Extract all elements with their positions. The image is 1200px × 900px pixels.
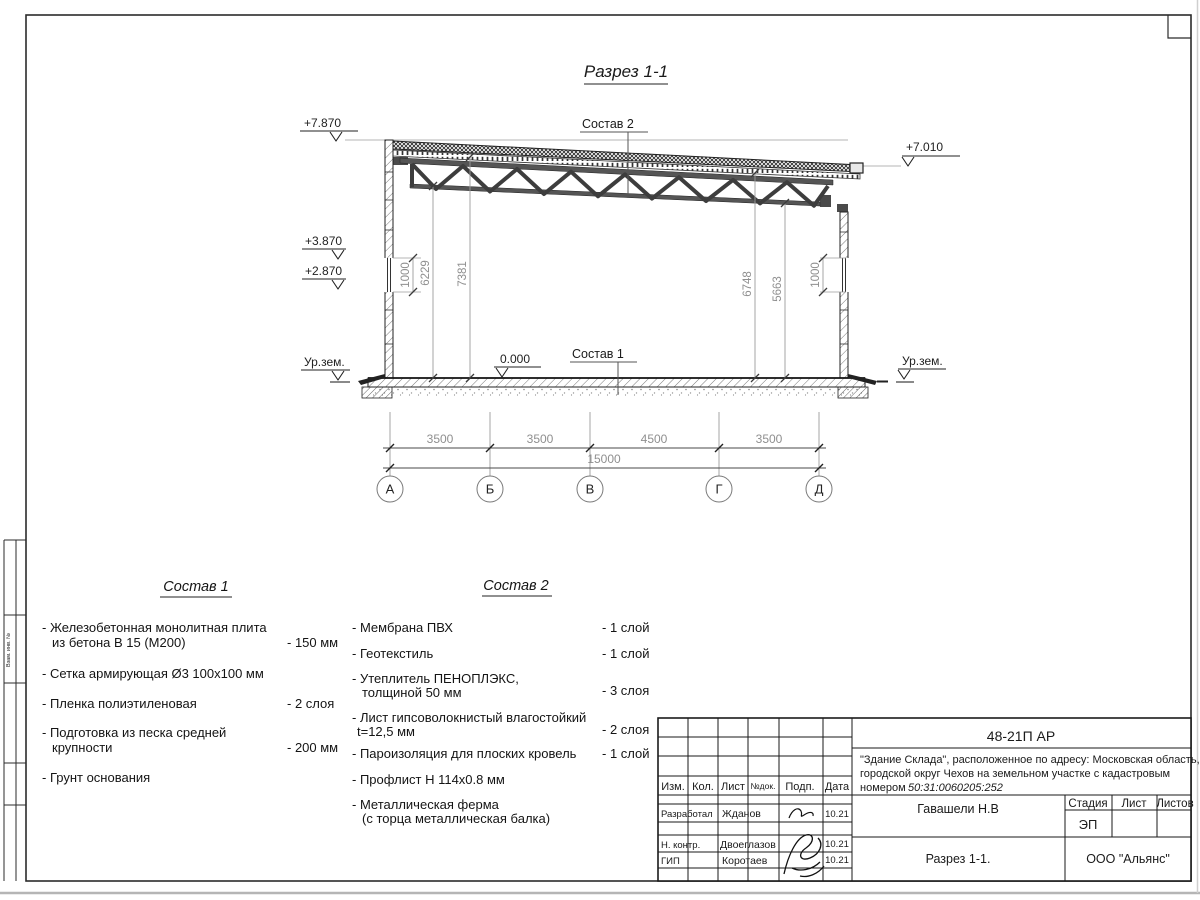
elevation-7870	[300, 116, 358, 141]
elevation-zero-mark	[494, 367, 541, 377]
sheets-label: Листов	[1156, 798, 1194, 810]
vdim-1000-left: 1000	[400, 262, 412, 288]
elevation-2870-value: +2.870	[305, 264, 343, 278]
elevation-3870-mark	[302, 249, 346, 259]
elevation-3870-value: +3.870	[305, 234, 343, 248]
elevation-ground-left-mark	[301, 370, 350, 380]
list-item: - Сетка армирующая Ø3 100x100 мм	[42, 666, 264, 681]
doc-code: 48-21П АР	[986, 728, 1056, 744]
row-role: ГИП	[661, 856, 680, 867]
elevation-2870	[302, 264, 346, 289]
list-item: толщиной 50 мм	[362, 685, 462, 700]
sheet-label: Лист	[1121, 798, 1147, 810]
slab-concrete	[368, 378, 865, 387]
col-kol: Кол.	[692, 781, 714, 793]
floor-slab	[330, 374, 914, 398]
section-drawing	[300, 116, 960, 502]
frame-side-note: Взам. инв. №	[6, 632, 12, 668]
elevation-zero	[494, 352, 541, 377]
elevation-ground-left	[301, 355, 350, 380]
list-item-value: - 2 слоя	[287, 696, 335, 711]
list-item-value: - 1 слой	[602, 620, 650, 635]
vdim-1000-right: 1000	[810, 262, 822, 288]
stage-value: ЭП	[1078, 817, 1098, 832]
wall-head-right	[837, 204, 848, 212]
elevation-7010-value: +7.010	[906, 140, 944, 154]
drawing-name: Разрез 1-1.	[925, 852, 991, 866]
view-title	[584, 62, 668, 84]
elevation-7010-mark	[902, 156, 960, 166]
col-izm: Изм.	[661, 781, 685, 793]
project-desc-line3: номером	[860, 782, 906, 794]
list-item: - Грунт основания	[42, 770, 151, 785]
elevation-7870-mark	[300, 131, 358, 141]
list-item-value: - 200 мм	[287, 740, 339, 755]
row-date: 10.21	[825, 839, 849, 850]
list-item: - Геотекстиль	[352, 646, 434, 661]
elevation-ground-left-value: Ур.зем.	[304, 355, 345, 369]
elevation-ground-right-mark	[898, 369, 946, 379]
list-item: из бетона В 15 (М200)	[52, 635, 186, 650]
vdim-5663: 5663	[772, 276, 784, 302]
wall-right	[839, 212, 849, 378]
wall-left-window-gap	[384, 258, 394, 292]
axis-label-g: Г	[715, 481, 723, 497]
frame-side-column	[4, 540, 26, 881]
list-item-value: - 1 слой	[602, 746, 650, 761]
list-item: (с торца металлическая балка)	[362, 811, 551, 826]
elevation-ground-right	[898, 354, 946, 379]
axis-label-v: В	[585, 481, 595, 497]
row-name: Жданов	[722, 808, 761, 820]
company-name: ООО "Альянс"	[1086, 852, 1170, 866]
col-ndok: №док.	[750, 781, 776, 791]
project-desc-line1: "Здание Склада", расположенное по адресу: Московская область,	[860, 754, 1200, 766]
row-role: Н. контр.	[661, 840, 701, 851]
wall-left	[384, 140, 394, 378]
project-desc-line2: городской округ Чехов на земельном участке с кадастровым	[860, 768, 1171, 780]
sostav2-title: Состав 2	[483, 578, 549, 594]
sostav1-list	[42, 579, 338, 785]
list-item: - Металлическая ферма	[352, 797, 499, 812]
list-item-value: - 3 слоя	[602, 683, 650, 698]
view-title-text: Разрез 1-1	[583, 62, 669, 81]
list-item: - Утеплитель ПЕНОПЛЭКС,	[352, 671, 519, 686]
axis-label-d: Д	[814, 481, 824, 497]
axis-label-a: А	[385, 481, 395, 497]
list-item: - Мембрана ПВХ	[352, 620, 453, 635]
sostav1-title: Состав 1	[163, 579, 229, 595]
list-item: - Пароизоляция для плоских кровель	[352, 746, 577, 761]
list-item: - Пленка полиэтиленовая	[42, 696, 197, 711]
col-data: Дата	[824, 781, 850, 793]
vdim-6229: 6229	[420, 260, 432, 286]
sand-bed	[372, 387, 862, 397]
title-block	[658, 718, 1200, 881]
list-item-value: - 2 слоя	[602, 722, 650, 737]
hdim-4500: 4500	[640, 432, 668, 446]
list-item: - Профлист Н 114x0.8 мм	[352, 772, 505, 787]
stage-label: Стадия	[1068, 798, 1108, 810]
foundation-right	[838, 387, 868, 398]
row-date: 10.21	[825, 809, 849, 820]
row-name: Коротаев	[722, 855, 768, 867]
wall-right-panel	[840, 212, 848, 378]
elevation-3870	[302, 234, 346, 259]
elevation-7870-value: +7.870	[304, 116, 342, 130]
hdim-3500-1: 3500	[426, 432, 454, 446]
frame-corner-box	[1168, 15, 1191, 38]
elevation-2870-mark	[302, 279, 346, 289]
row-role: Разработал	[661, 809, 713, 820]
vdim-7381: 7381	[457, 261, 469, 287]
list-item: крупности	[52, 740, 113, 755]
elevation-7010	[902, 140, 960, 166]
hdim-3500-2: 3500	[526, 432, 554, 446]
list-item: - Подготовка из песка средней	[42, 725, 227, 740]
callout-sostav1-label: Состав 1	[572, 347, 624, 361]
list-item: t=12,5 мм	[357, 724, 415, 739]
list-item: - Железобетонная монолитная плита	[42, 620, 267, 635]
list-item: - Лист гипсоволокнистый влагостойкий	[352, 710, 587, 725]
row-name: Двоеглазов	[720, 839, 776, 851]
elevation-zero-value: 0.000	[500, 352, 531, 366]
axis-label-b: Б	[485, 481, 495, 497]
callout-sostav2-label: Состав 2	[582, 117, 634, 131]
wall-right-window-gap	[839, 258, 849, 292]
hdim-3500-3: 3500	[755, 432, 783, 446]
elevation-ground-right-value: Ур.зем.	[902, 354, 943, 368]
vdim-6748: 6748	[742, 271, 754, 297]
col-podp: Подп.	[785, 781, 815, 793]
sostav2-list	[352, 578, 650, 826]
axis-dimensions	[377, 412, 832, 502]
axis-extension-lines	[390, 412, 819, 476]
roof-edge-beam	[850, 163, 863, 173]
col-list: Лист	[721, 781, 745, 793]
cadastral-number: 50:31:0060205:252	[908, 782, 1003, 794]
list-item-value: - 150 мм	[287, 635, 339, 650]
hdim-15000: 15000	[587, 452, 621, 466]
axis-bubbles	[377, 476, 832, 502]
row-date: 10.21	[825, 855, 849, 866]
list-item-value: - 1 слой	[602, 646, 650, 661]
foundation-left	[362, 387, 392, 398]
approver-name: Гавашели Н.В	[917, 802, 999, 816]
